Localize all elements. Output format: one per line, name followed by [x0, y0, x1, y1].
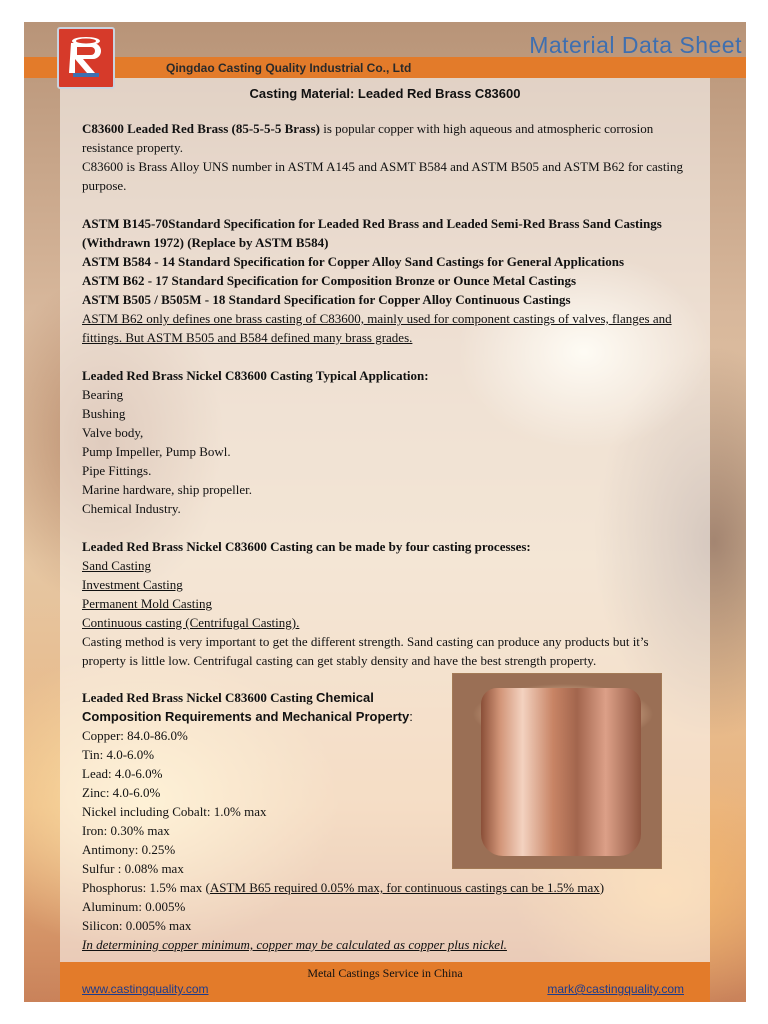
company-name: Qingdao Casting Quality Industrial Co., Ltd [166, 61, 412, 75]
applications-heading: Leaded Red Brass Nickel C83600 Casting Typical Application: [82, 368, 429, 383]
phosphorus-close: ) [599, 880, 605, 895]
bushing-image [481, 688, 641, 856]
logo-icon [59, 29, 113, 87]
composition-item: Copper: 84.0-86.0% [82, 728, 188, 743]
composition-item: Iron: 0.30% max [82, 823, 170, 838]
process-link-investment[interactable]: Investment Casting [82, 577, 183, 592]
application-item: Chemical Industry. [82, 501, 181, 516]
intro-text: is popular copper with high aqueous and atmospheric corrosion resistance property. [82, 121, 654, 155]
application-item: Pump Impeller, Pump Bowl. [82, 444, 231, 459]
standard-item: ASTM B62 - 17 Standard Specification for Composition Bronze or Ounce Metal Castings [82, 273, 577, 288]
application-item: Marine hardware, ship propeller. [82, 482, 253, 497]
processes-section [82, 537, 686, 670]
process-link-permanent-mold[interactable]: Permanent Mold Casting [82, 596, 212, 611]
composition-heading-b: Chemical [316, 690, 374, 705]
composition-note: In determining copper minimum, copper may be calculated as copper plus nickel. [82, 937, 507, 952]
composition-item: Zinc: 4.0-6.0% [82, 785, 161, 800]
composition-item: Aluminum: 0.005% [82, 899, 186, 914]
composition-item: Nickel including Cobalt: 1.0% max [82, 804, 267, 819]
composition-item: Lead: 4.0-6.0% [82, 766, 163, 781]
application-item: Valve body, [82, 425, 144, 440]
intro-section [82, 119, 686, 195]
uns-paragraph: C83600 is Brass Alloy UNS number in ASTM A145 and ASMT B584 and ASTM B505 and ASTM B62 for casting purpose. [82, 159, 684, 193]
composition-item: Silicon: 0.005% max [82, 918, 192, 933]
material-name: C83600 Leaded Red Brass (85-5-5-5 Brass) [82, 121, 320, 136]
composition-heading-c: Composition Requirements and Mechanical Property [82, 709, 410, 724]
composition-item: Sulfur : 0.08% max [82, 861, 184, 876]
footer-tagline: Metal Castings Service in China [307, 966, 463, 980]
standard-item: ASTM B584 - 14 Standard Specification for Copper Alloy Sand Castings for General Applications [82, 254, 625, 269]
composition-heading-a: Leaded Red Brass Nickel C83600 Casting [82, 690, 317, 705]
composition-heading-colon: : [409, 709, 413, 724]
composition-item: Tin: 4.0-6.0% [82, 747, 155, 762]
phosphorus-label: Phosphorus: 1.5% max ( [82, 880, 210, 895]
processes-heading: Leaded Red Brass Nickel C83600 Casting can be made by four casting processes: [82, 539, 531, 554]
intro-paragraph [82, 119, 686, 157]
process-link-sand[interactable]: Sand Casting [82, 558, 151, 573]
standards-section [82, 214, 686, 347]
application-item: Bushing [82, 406, 126, 421]
applications-section [82, 366, 686, 518]
sheet-title: Material Data Sheet [529, 32, 742, 58]
composition-heading [82, 688, 442, 726]
email-link[interactable]: mark@castingquality.com [547, 982, 684, 996]
process-link-continuous[interactable]: Continuous casting (Centrifugal Casting). [82, 615, 300, 630]
website-link[interactable]: www.castingquality.com [82, 982, 209, 996]
standards-note: ASTM B62 only defines one brass casting of C83600, mainly used for component castings of valves, flanges and fittings. But ASTM B505 and B584 defined many brass grades. [82, 311, 672, 345]
company-logo [57, 27, 115, 89]
composition-item: Antimony: 0.25% [82, 842, 176, 857]
processes-note: Casting method is very important to get the different strength. Sand casting can produce any products but it’s property is little low. Centrifugal casting can get stably density and have the best strength property. [82, 634, 649, 668]
application-item: Pipe Fittings. [82, 463, 152, 478]
standard-item: ASTM B505 / B505M - 18 Standard Specification for Copper Alloy Continuous Castings [82, 292, 571, 307]
data-sheet-page [24, 22, 746, 1002]
phosphorus-item [82, 878, 686, 897]
application-item: Bearing [82, 387, 124, 402]
standard-item: ASTM B145-70Standard Specification for Leaded Red Brass and Leaded Semi-Red Brass Sand Castings (Withdrawn 1972) (Replace by ASTM B584) [82, 216, 662, 250]
page-title: Casting Material: Leaded Red Brass C83600 [249, 86, 521, 101]
brass-bushing-photo [452, 673, 662, 869]
phosphorus-note: ASTM B65 required 0.05% max, for continuous castings can be 1.5% max [209, 880, 600, 895]
